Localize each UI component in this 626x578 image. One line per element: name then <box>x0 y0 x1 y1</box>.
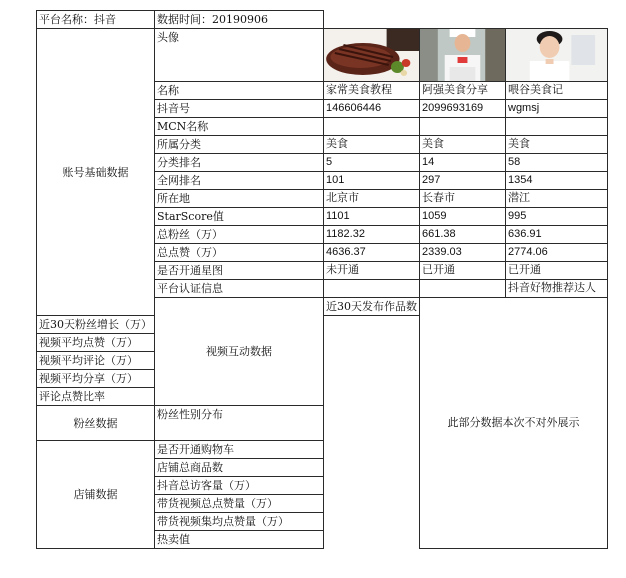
avatar-woman <box>506 29 608 82</box>
group-video: 视频互动数据 <box>155 298 324 406</box>
group-shop: 店铺数据 <box>37 441 155 549</box>
cert-value: 抖音好物推荐达人 <box>506 280 608 298</box>
global-rank-value: 1354 <box>506 172 608 190</box>
global-rank-value: 101 <box>324 172 420 190</box>
location-value: 长春市 <box>420 190 506 208</box>
group-fans: 粉丝数据 <box>37 406 155 441</box>
account-name: 阿强美食分享 <box>420 82 506 100</box>
woman-image <box>506 29 607 81</box>
account-name: 家常美食教程 <box>324 82 420 100</box>
row-label-location: 所在地 <box>155 190 324 208</box>
cert-value <box>324 280 420 298</box>
account-name: 喂谷美食记 <box>506 82 608 100</box>
avatar-chef <box>420 29 506 82</box>
row-label-video: 近30天粉丝增长（万） <box>37 316 155 334</box>
group-basic: 账号基础数据 <box>37 29 155 316</box>
row-label-fans: 总粉丝（万） <box>155 226 324 244</box>
mcn-value <box>506 118 608 136</box>
douyin-id: wgmsj <box>506 100 608 118</box>
category-value: 美食 <box>324 136 420 154</box>
row-label-starscore: StarScore值 <box>155 208 324 226</box>
likes-value: 2774.06 <box>506 244 608 262</box>
hidden-data-notice: 此部分数据本次不对外展示 <box>420 298 608 549</box>
mcn-value <box>324 118 420 136</box>
row-label-category: 所属分类 <box>155 136 324 154</box>
row-label-category-rank: 分类排名 <box>155 154 324 172</box>
row-label-shop: 抖音总访客量（万） <box>155 477 324 495</box>
row-label-avatar: 头像 <box>155 29 324 82</box>
data-table <box>36 10 608 549</box>
star-map-value: 未开通 <box>324 262 420 280</box>
row-label-name: 名称 <box>155 82 324 100</box>
time-label: 数据时间：20190906 <box>155 11 324 29</box>
chef-image <box>420 29 505 81</box>
fans-value: 661.38 <box>420 226 506 244</box>
row-label-fans-gender: 粉丝性别分布 <box>155 406 324 441</box>
row-label-douyin-id: 抖音号 <box>155 100 324 118</box>
row-label-shop: 带货视频总点赞量（万） <box>155 495 324 513</box>
row-label-mcn: MCN名称 <box>155 118 324 136</box>
star-map-value: 已开通 <box>506 262 608 280</box>
likes-value: 2339.03 <box>420 244 506 262</box>
starscore-value: 1101 <box>324 208 420 226</box>
row-label-video: 视频平均点赞（万） <box>37 334 155 352</box>
row-label-video: 视频平均分享（万） <box>37 370 155 388</box>
avatar-steak <box>324 29 420 82</box>
location-value: 北京市 <box>324 190 420 208</box>
starscore-value: 1059 <box>420 208 506 226</box>
douyin-id: 2099693169 <box>420 100 506 118</box>
star-map-value: 已开通 <box>420 262 506 280</box>
global-rank-value: 297 <box>420 172 506 190</box>
row-label-shop: 店铺总商品数 <box>155 459 324 477</box>
location-value: 潜江 <box>506 190 608 208</box>
mcn-value <box>420 118 506 136</box>
platform-label: 平台名称：抖音 <box>37 11 155 29</box>
row-label-video: 近30天发布作品数 <box>324 298 420 316</box>
cert-value <box>420 280 506 298</box>
row-label-likes: 总点赞（万） <box>155 244 324 262</box>
fans-value: 1182.32 <box>324 226 420 244</box>
row-label-cert: 平台认证信息 <box>155 280 324 298</box>
likes-value: 4636.37 <box>324 244 420 262</box>
row-label-shop: 是否开通购物车 <box>155 441 324 459</box>
row-label-video: 视频平均评论（万） <box>37 352 155 370</box>
category-rank-value: 14 <box>420 154 506 172</box>
category-value: 美食 <box>420 136 506 154</box>
category-rank-value: 58 <box>506 154 608 172</box>
steak-image <box>324 29 419 81</box>
fans-value: 636.91 <box>506 226 608 244</box>
row-label-shop: 带货视频集均点赞量（万） <box>155 513 324 531</box>
douyin-id: 146606446 <box>324 100 420 118</box>
row-label-global-rank: 全网排名 <box>155 172 324 190</box>
starscore-value: 995 <box>506 208 608 226</box>
row-label-shop: 热卖值 <box>155 531 324 549</box>
row-label-video: 评论点赞比率 <box>37 388 155 406</box>
row-label-star-map: 是否开通星图 <box>155 262 324 280</box>
category-value: 美食 <box>506 136 608 154</box>
category-rank-value: 5 <box>324 154 420 172</box>
